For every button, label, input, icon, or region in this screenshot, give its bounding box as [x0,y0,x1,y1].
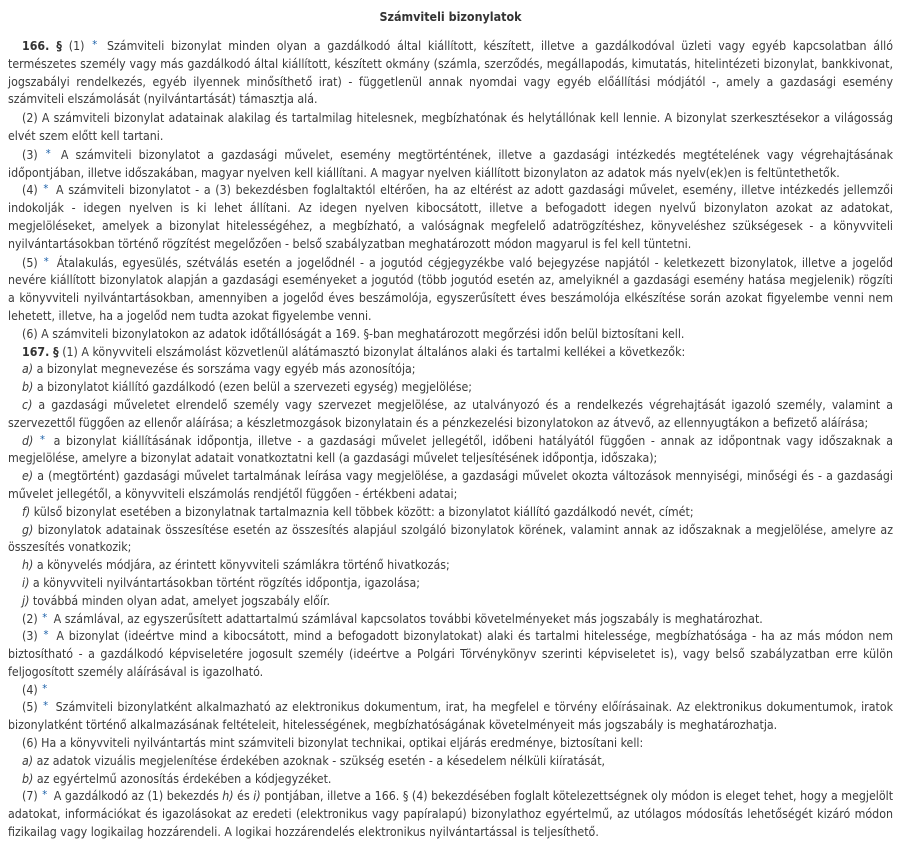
item-mark: h) [222,789,234,804]
footnote-star-icon[interactable]: * [42,681,48,695]
paragraph-text: A bizonylat (ideértve mind a kibocsátott, mind a befogadott bizonylatokat) alaki és tartalmi hitelessége, megbízhatósága - ha az más módon nem biztosítható - a gazdálkodó képviseletére jogosult személy (ideértve a Polgári Törvénykönyv szerinti képviseletet is), vagy belső szabályzatban erre külön feljogosított személy aláírásával is igazolható. [8,629,894,679]
item-mark: i) [253,789,261,804]
s167-p6-item-a [8,753,893,771]
item-mark: a) [22,362,34,377]
item-text: külső bizonylat esetében a bizonylatnak tartalmaznia kell többek között: a bizonylatot kiállító gazdálkodó nevét, címét; [33,504,694,519]
paragraph-text: A számviteli bizonylatot a gazdasági művelet, esemény megtörténtének, illetve a gazdasági intézkedés megtételének vagy végrehajtásának időpontjában, illetve időszakában, magyar nyelven kell kiállítani. A magyar nyelven kiállított bizonylaton az adatok más nyelv(ek)en is feltüntethetők. [8,147,893,180]
s167-p5 [8,699,893,735]
item-text: a könyvelés módjára, az érintett könyvviteli számlákra történő hivatkozás; [36,558,450,573]
s166-p1 [8,38,893,109]
paragraph-number: (1) [68,39,85,53]
item-mark: e) [22,469,34,484]
footnote-star-icon[interactable]: * [42,788,48,802]
paragraph-number: (3) [22,629,38,644]
item-text: bizonylatok adatainak összesítése esetén az összesítés alapjául szolgáló bizonylatok körének, valamint annak az időszaknak a megjelölése, amelyre az összesítés vonatkozik; [8,522,893,555]
s167-item-j [8,593,893,611]
item-mark: j) [22,593,30,608]
item-text: a gazdasági műveletet elrendelő személy vagy szervezet megjelölése, az utalványozó és a rendelkezés végrehajtását igazoló személy, valamint a szervezettől függően az ellenőr aláírása; a készletmozgások bizonylatain és a pénzkezelési bizonylatokon az átvevő, az ellennyugtákon a befizető aláírása; [8,397,893,430]
footnote-star-icon[interactable]: * [39,432,45,446]
paragraph-text: A számviteli bizonylatot - a (3) bekezdésben foglaltaktól eltérően, ha az eltérést az adott gazdasági művelet, esemény, illetve intézkedés jellemzői indokolják - idegen nyelven is ki lehet állítani. Az idegen nyelven kibocsátott, illetve a befogadott idegen nyelvű bizonylaton azokat az adatokat, megjelöléseket, amelyek a bizonylat hitelességéhez, a megbízható, a valóságnak megfelelő adatrögzítéshez, könyveléshez szükségesek - a könyvviteli nyilvántartásokban történő rögzítést megelőzően - belső szabályzatban meghatározott módon magyarul is fel kell tüntetni. [8,183,894,251]
item-mark: h) [22,558,34,573]
footnote-star-icon[interactable]: * [43,182,49,196]
paragraph-text: Számviteli bizonylatként alkalmazható az elektronikus dokumentum, irat, ha megfelel e törvény előírásainak. Az elektronikus dokumentumok, iratok bizonylatként történő alkalmazásának feltételeit, hitelességének, megbízhatóságának követelményeit más jogszabály is meghatározhatja. [8,700,894,733]
page-title: Számviteli bizonylatok [379,9,522,24]
paragraph-number: (5) [22,700,38,715]
s166-p5 [8,255,893,326]
footnote-star-icon[interactable]: * [92,38,98,51]
paragraph-text: és [237,789,250,804]
paragraph-text: Számviteli bizonylat minden olyan a gazdálkodó által kiállított, készített, illetve a gazdálkodóval üzleti vagy egyéb kapcsolatban álló természetes személy vagy más gazdálkodó által kiállított, készített okmány (számla, szerződés, megállapodás, kimutatás, hitelintézeti bizonylat, bankkivonat, jogszabályi rendelkezés, egyéb ilyennek minősíthető irat) - függetlenül annak nyomdai vagy egyéb előállítási módjától -, amely a gazdasági esemény számviteli elszámolását (nyilvántartását) támasztja alá. [8,39,893,107]
footnote-star-icon[interactable]: * [45,146,51,160]
s167-p7 [8,788,893,841]
item-mark: b) [22,380,34,395]
paragraph-number: (3) [22,147,38,162]
s167-item-i [8,575,893,593]
s167-item-f [8,504,893,522]
s167-item-a [8,361,893,379]
s166-p6: (6) A számviteli bizonylatokon az adatok időtállóságát a 169. §-ban meghatározott megőrzési időn belül biztosítani kell. [22,326,685,341]
item-text: a bizonylat megnevezése és sorszáma vagy egyéb más azonosítója; [36,362,416,377]
paragraph-number: (2) [22,611,38,626]
paragraph-text: (1) A könyvviteli elszámolást közvetlenül alátámasztó bizonylat általános alaki és tartalmi kellékei a következők: [62,344,686,359]
item-mark: g) [22,522,34,537]
item-text: a bizonylat kiállításának időpontja, illetve - a gazdasági művelet jellegétől, időbeni hatályától függően - annak az időpontnak vagy időszaknak a megjelölése, amelyre a bizonylat adatait vonatkoztatni kell (a gazdasági művelet teljesítésének időpontja, időszaka); [8,433,893,466]
s167-item-h [8,557,893,575]
s167-item-g [8,522,893,558]
item-text: az adatok vizuális megjelenítése érdekében azoknak - szükség esetén - a késedelem nélküli kiíratását, [36,753,606,768]
paragraph-text: A gazdálkodó az (1) bekezdés [53,789,219,804]
item-text: a könyvviteli nyilvántartásokban történt rögzítés időpontja, igazolása; [32,575,421,590]
item-mark: b) [22,771,34,786]
item-mark: a) [22,753,34,768]
paragraph-text: Átalakulás, egyesülés, szétválás esetén a jogelődnél - a jogutód cégjegyzékbe való bejegyzése napjától - keletkezett bizonylatok, illetve a jogelőd nevére kiállított bizonylatok alapján a gazdasági eseményeket a jogutód (több jogutód esetén az, amelyiknél a gazdasági esemény hatása megjelenik) rögzíti a könyvviteli nyilvántartásokban, amennyiben a jogelőd éves beszámolója, egyszerűsített éves beszámolója elkészítése során azokat figyelembe venni nem lehetett, illetve, ha a jogelőd nem tudta azokat figyelembe venni. [8,255,894,323]
s167-p6-item-b [8,771,893,789]
paragraph-number: (4) [22,183,38,198]
item-mark: d) [22,433,34,448]
paragraph-number: (5) [22,255,38,270]
s167-p6: (6) Ha a könyvviteli nyilvántartás mint számviteli bizonylat technikai, optikai eljárás eredménye, biztosítani kell: [22,736,644,751]
item-text: a bizonylatot kiállító gazdálkodó (ezen belül a szervezeti egység) megjelölése; [36,380,473,395]
paragraph-number: (4) [22,682,38,697]
s167-p2 [8,611,893,629]
footnote-star-icon[interactable]: * [43,254,49,268]
s166-p2: (2) A számviteli bizonylat adatainak alakilag és tartalmilag hitelesnek, megbízhatónak és helytállónak kell lennie. A bizonylat szerkesztésekor a világosság elvét szem előtt kell tartani. [8,111,893,143]
section-166-label: 166. § [22,39,62,53]
paragraph-text: pontjában, illetve a 166. § (4) bekezdésében foglalt kötelezettségnek oly módon is eleget tehet, hogy a megjelölt adatokat, információkat és igazolásokat az eredeti (elektronikus vagy papíralapú) bizonylathoz egyértelmű, az utólagos módosítás lehetőségét kizáró módon fizikailag vagy logikailag hozzárendeli. A logikai hozzárendelés elektronikus nyilvántartással is teljesíthető. [8,789,894,840]
section-167-label: 167. § [22,344,59,359]
s167-item-d [8,433,893,469]
item-mark: c) [22,397,33,412]
item-text: továbbá minden olyan adat, amelyet jogszabály előír. [32,593,330,608]
paragraph-text: A számlával, az egyszerűsített adattartalmú számlával kapcsolatos további követelményeket más jogszabály is meghatározhat. [53,611,763,626]
s167-p1 [8,344,893,362]
s166-p3 [8,147,893,183]
s166-p4 [8,182,893,253]
item-mark: f) [22,504,31,519]
s167-p4 [8,682,893,700]
footnote-star-icon[interactable]: * [43,628,49,642]
item-mark: i) [22,575,30,590]
s167-p3 [8,628,893,681]
item-text: a (megtörtént) gazdasági művelet tartalmának leírása vagy megjelölése, a gazdasági művelet okozta változások mennyiségi, minőségi és - a gazdasági művelet jellegétől, a könyvviteli elszámolás rendjétől függően - értékbeni adatai; [8,469,894,501]
s167-item-b [8,379,893,397]
footnote-star-icon[interactable]: * [43,699,49,713]
item-text: az egyértelmű azonosítás érdekében a kódjegyzéket. [36,771,332,786]
paragraph-number: (7) [22,789,38,804]
s167-item-c [8,397,893,433]
s167-item-e [8,468,893,504]
footnote-star-icon[interactable]: * [42,610,48,624]
